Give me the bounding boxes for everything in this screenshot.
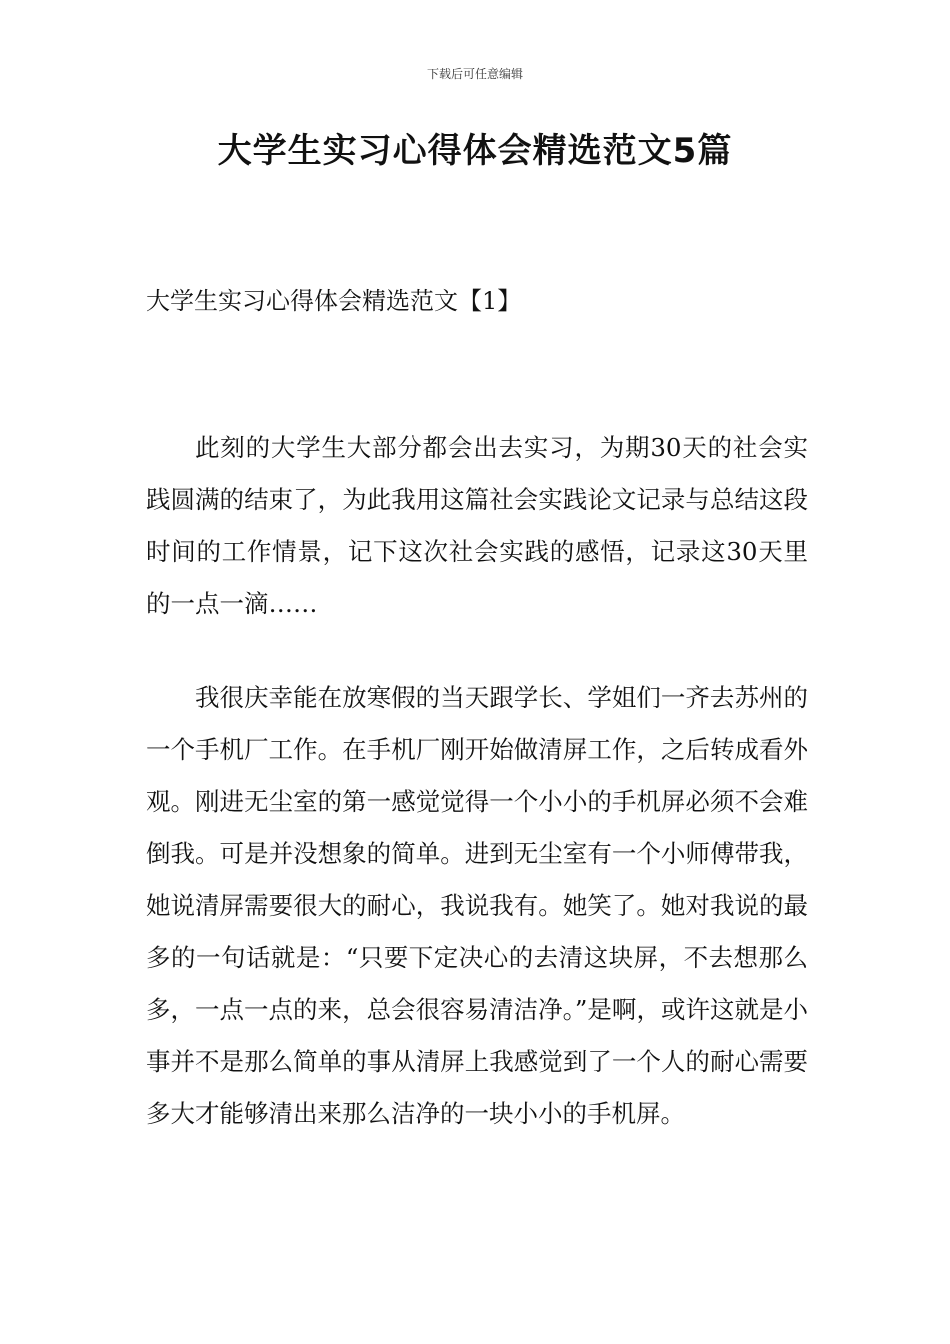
document-title: 大学生实习心得体会精选范文5篇 <box>217 131 733 171</box>
paragraph-2: 我很庆幸能在放寒假的当天跟学长、学姐们一齐去苏州的一个手机厂工作。在手机厂刚开始做清屏工作，之后转成看外观。刚进无尘室的第一感觉觉得一个小小的手机屏必须不会难倒我。可是并没想象的简单。进到无尘室有一个小师傅带我，她说清屏需要很大的耐心，我说我有。她笑了。她对我说的最多的一句话就是：“只要下定决心的去清这块屏，不去想那么多，一点一点的来，总会很容易清洁净。”是啊，或许这就是小事并不是那么简单的事从清屏上我感觉到了一个人的耐心需要多大才能够清出来那么洁净的一块小小的手机屏。 <box>146 683 808 1128</box>
header-note: 下载后可任意编辑 <box>426 67 523 81</box>
paragraph-1: 此刻的大学生大部分都会出去实习，为期30天的社会实践圆满的结束了，为此我用这篇社会实践论文记录与总结这段时间的工作情景，记下这次社会实践的感悟，记录这30天里的一点一滴…… <box>146 433 808 618</box>
section-heading: 大学生实习心得体会精选范文【1】 <box>146 287 522 315</box>
